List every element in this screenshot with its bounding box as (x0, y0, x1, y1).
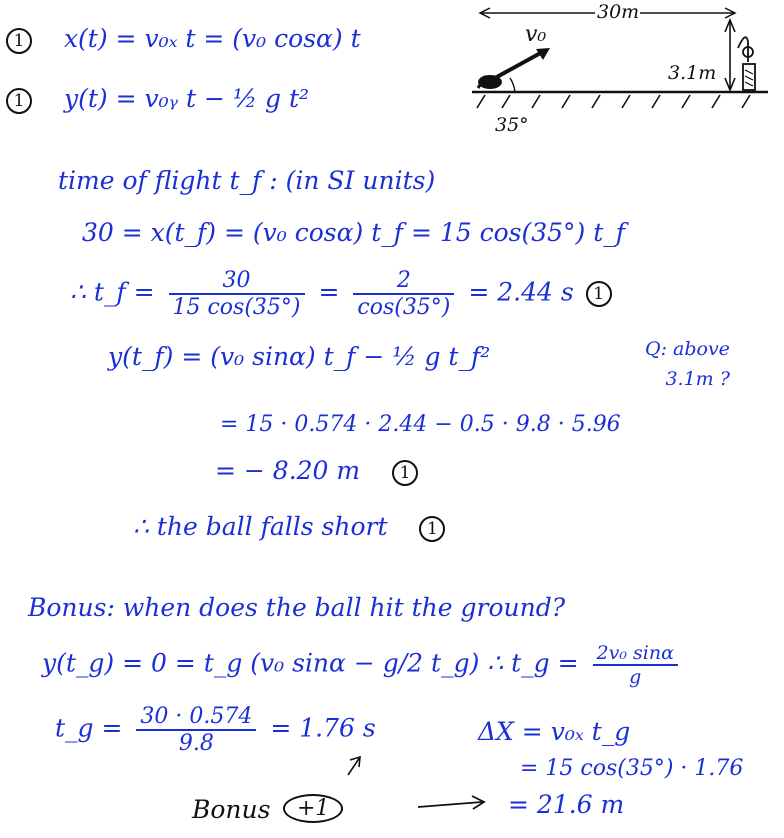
tg-formula-fraction: $\frac{\text{2v₀ sinα}}{g}$ (593, 642, 678, 688)
tf-result: = 2.44 s (468, 277, 574, 307)
ground-equation: y(t_g) = 0 = t_g (v₀ sinα − g/2 t_g) ∴ t_g = (42, 648, 579, 678)
point-marker: 1 (419, 516, 445, 542)
up-arrow-icon (348, 757, 360, 775)
dx-equation: ΔX = v₀ₓ t_g (478, 717, 631, 746)
bonus-mark: +1 (283, 794, 343, 823)
tf-fraction-1: $\frac{30}{15 \cos(35^\circ)}$ (169, 268, 305, 320)
right-arrow-icon (418, 802, 482, 807)
bonus-heading: Bonus: when does the ball hit the ground? (28, 593, 566, 622)
tg-result: = 1.76 s (270, 713, 376, 743)
question-note: Q: above 3.1m ? (645, 338, 730, 390)
point-marker: 1 (586, 281, 612, 307)
conclusion-row (133, 512, 449, 542)
equation-y: y(t) = v₀ᵧ t − ½ g t² (63, 84, 310, 113)
equation-x-row (2, 24, 361, 54)
flight-heading: time of flight t_f : (in SI units) (58, 166, 436, 195)
tf-fraction-2: $\frac{2}{\cos(35^\circ)}$ (353, 268, 454, 320)
dx-result: = 21.6 m (508, 790, 625, 819)
y-result: = − 8.20 m (215, 456, 361, 485)
height-label: 3.1m (668, 62, 717, 84)
bonus-label: Bonus (192, 795, 271, 824)
distance-label: 30m (597, 1, 640, 23)
ground-row (42, 642, 684, 688)
tg-fraction: $\frac{30 \cdot 0.574}{9.8}$ (136, 704, 256, 756)
basket-stand (743, 64, 755, 90)
tg-prefix: t_g = (55, 713, 123, 743)
flight-equation: 30 = x(t_f) = (v₀ cosα) t_f = 15 cos(35°) t_f (82, 218, 626, 247)
conclusion: ∴ the ball falls short (133, 512, 388, 541)
angle-label: 35° (495, 114, 529, 136)
tf-row: ∴ t_f = $\frac{30}{15 \cos(35^\circ)}$ = $\frac{2}{\cos(35^\circ)}$ = 2.44 s 1 (70, 268, 616, 320)
equation-y-row (2, 84, 309, 114)
point-marker: 1 (6, 88, 32, 114)
point-marker: 1 (6, 28, 32, 54)
tg-row (55, 704, 376, 756)
dx-calculation: = 15 cos(35°) · 1.76 (520, 756, 744, 781)
equation-x: x(t) = v₀ₓ t = (v₀ cosα) t (63, 24, 361, 53)
velocity-label: v₀ (525, 22, 547, 47)
y-result-row (215, 456, 422, 486)
y-tf-equation: y(t_f) = (v₀ sinα) t_f − ½ g t_f² (108, 342, 491, 371)
tf-prefix: ∴ t_f = (70, 277, 155, 307)
y-calculation: = 15 · 0.574 · 2.44 − 0.5 · 9.8 · 5.96 (220, 412, 621, 437)
point-marker: 1 (392, 460, 418, 486)
